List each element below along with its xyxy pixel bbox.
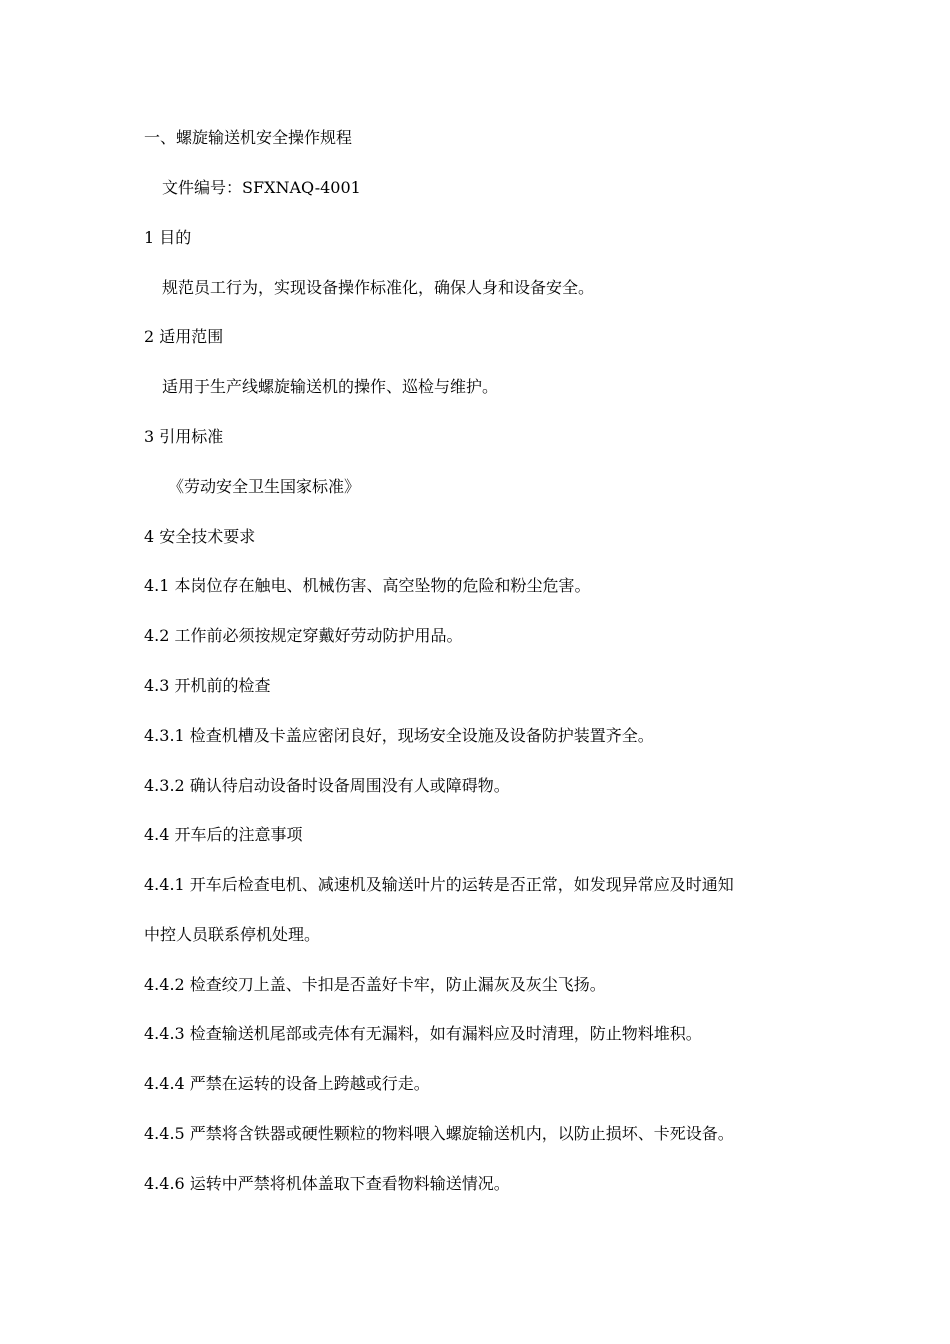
section-1-heading: 1 目的 <box>144 228 192 247</box>
section-3-body: 《劳动安全卫生国家标准》 <box>168 477 361 496</box>
clause-4-3: 4.3 开机前的检查 <box>144 676 271 695</box>
section-3-heading: 3 引用标准 <box>144 427 224 446</box>
section-2-body: 适用于生产线螺旋输送机的操作、巡检与维护。 <box>162 377 499 396</box>
clause-4-3-2: 4.3.2 确认待启动设备时设备周围没有人或障碍物。 <box>144 776 510 795</box>
clause-4-4-6: 4.4.6 运转中严禁将机体盖取下查看物料输送情况。 <box>144 1174 510 1193</box>
clause-4-4-1-line-1: 4.4.1 开车后检查电机、减速机及输送叶片的运转是否正常，如发现异常应及时通知 <box>144 875 734 894</box>
section-1-body: 规范员工行为，实现设备操作标准化，确保人身和设备安全。 <box>162 278 595 297</box>
clause-4-4: 4.4 开车后的注意事项 <box>144 825 303 844</box>
clause-4-4-2: 4.4.2 检查绞刀上盖、卡扣是否盖好卡牢，防止漏灰及灰尘飞扬。 <box>144 975 606 994</box>
file-number: 文件编号：SFXNAQ-4001 <box>162 178 361 197</box>
clause-4-3-1: 4.3.1 检查机槽及卡盖应密闭良好，现场安全设施及设备防护装置齐全。 <box>144 726 654 745</box>
section-2-heading: 2 适用范围 <box>144 327 224 346</box>
clause-4-1: 4.1 本岗位存在触电、机械伤害、高空坠物的危险和粉尘危害。 <box>144 576 591 595</box>
clause-4-4-3: 4.4.3 检查输送机尾部或壳体有无漏料，如有漏料应及时清理，防止物料堆积。 <box>144 1024 702 1043</box>
clause-4-4-1-line-2: 中控人员联系停机处理。 <box>144 925 321 944</box>
clause-4-4-5: 4.4.5 严禁将含铁器或硬性颗粒的物料喂入螺旋输送机内，以防止损坏、卡死设备。 <box>144 1124 734 1143</box>
section-4-heading: 4 安全技术要求 <box>144 527 256 546</box>
clause-4-4-4: 4.4.4 严禁在运转的设备上跨越或行走。 <box>144 1074 430 1093</box>
clause-4-2: 4.2 工作前必须按规定穿戴好劳动防护用品。 <box>144 626 463 645</box>
document-title: 一、螺旋输送机安全操作规程 <box>144 128 353 147</box>
